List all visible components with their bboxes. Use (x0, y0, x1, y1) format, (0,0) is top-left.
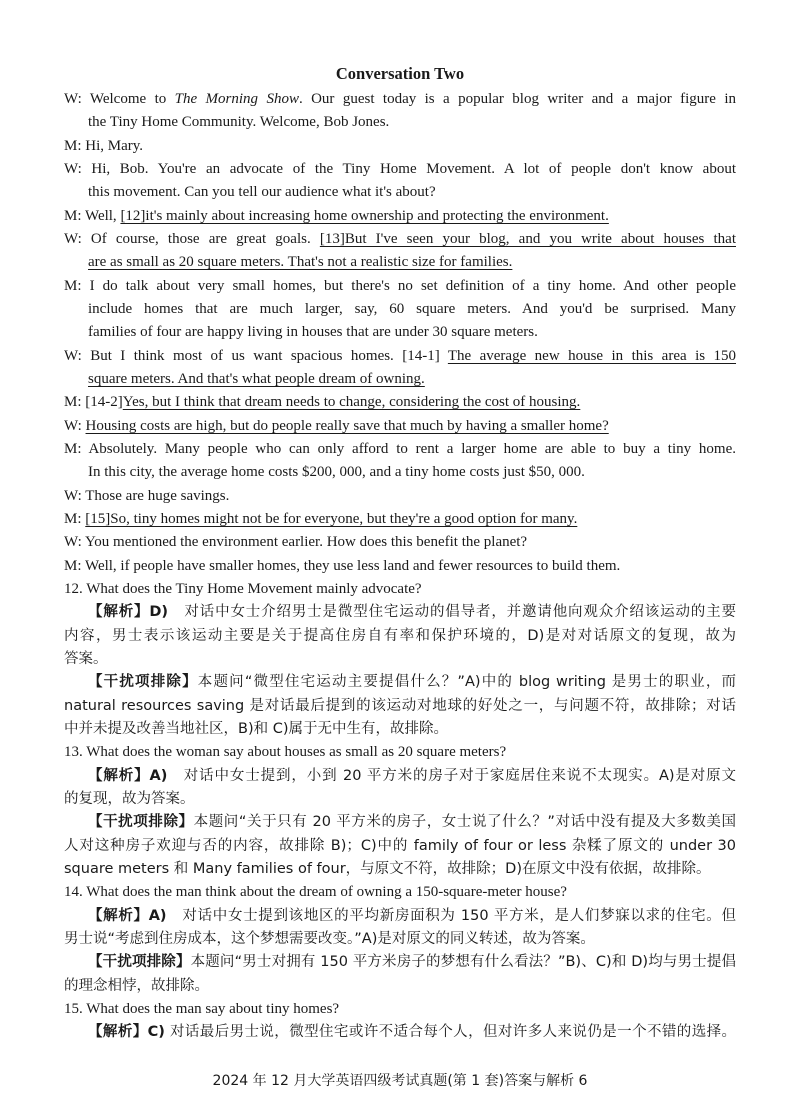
transcript-line: include homes that are much larger, say, 60 square meters. And you'd be surprised. Many (88, 301, 736, 317)
key-sentence-12: [12]it's mainly about increasing home ownership and protecting the environment. (120, 208, 609, 224)
analysis-tag: 【解析】A) (88, 768, 168, 784)
key-sentence-14-1-cont: square meters. And that's what people dream of owning. (88, 371, 425, 387)
analysis-text: 对话中女士介绍男士是微型住宅运动的倡导者，并邀请他向观众介绍该运动的主要 (184, 604, 737, 620)
transcript-line (64, 416, 609, 436)
distractor-line (88, 952, 736, 972)
key-sentence-13: [13]But I've seen your blog, and you write about houses that (319, 231, 736, 247)
key-sentence-14-1: The average new house in this area is 150 (447, 348, 737, 364)
transcript-line: W: Those are huge savings. (64, 488, 230, 504)
distractor-line (88, 812, 736, 832)
speaker-text: W: (64, 418, 86, 434)
analysis-tag: 【解析】A) (88, 908, 167, 924)
distractor-text: 本题问“微型住宅运动主要提倡什么？”A)中的 blog writing 是男士的职业，而 (197, 674, 736, 690)
distractor-line (88, 672, 736, 692)
question-text: 14. What does the man think about the dream of owning a 150-square-meter house? (64, 884, 567, 900)
speaker-text: W: Of course, those are great goals. (64, 231, 320, 247)
analysis-line: 男士说“考虑到住房成本，这个梦想需要改变。”A)是对原文的同义转述，故为答案。 (64, 931, 595, 947)
question-text: 12. What does the Tiny Home Movement mainly advocate? (64, 581, 422, 597)
distractor-tag: 【干扰项排除】 (88, 674, 198, 690)
distractor-line: square meters 和 Many families of four，与原文不符，故排除；D)在原文中没有依据，故排除。 (64, 861, 711, 877)
analysis-line: 答案。 (64, 651, 108, 667)
key-sentence-14-2: Yes, but I think that dream needs to change, considering the cost of housing. (122, 394, 581, 410)
page-footer: 2024 年 12 月大学英语四级考试真题(第 1 套)答案与解析 6 (212, 1073, 588, 1089)
transcript-line: W: You mentioned the environment earlier. How does this benefit the planet? (64, 534, 528, 550)
analysis-text: 对话最后男士说，微型住宅或许不适合每个人，但对许多人来说仍是一个不错的选择。 (169, 1024, 737, 1040)
transcript-line: W: Hi, Bob. You're an advocate of the Tiny Home Movement. A lot of people don't know about (64, 161, 736, 177)
distractor-tag: 【干扰项排除】 (88, 954, 191, 970)
distractor-text: 本题问“男士对拥有 150 平方米房子的梦想有什么看法？”B)、C)和 D)均与男士提倡 (190, 954, 737, 970)
speaker-text: W: Welcome to (64, 91, 175, 107)
transcript-line (64, 89, 736, 109)
transcript-line (64, 509, 577, 529)
analysis-tag: 【解析】D) (88, 604, 169, 620)
analysis-line (88, 1022, 736, 1042)
speaker-text: . Our guest today is a popular blog writer and a major figure in (298, 91, 736, 107)
transcript-line (64, 392, 580, 412)
key-sentence-13-cont: are as small as 20 square meters. That's not a realistic size for families. (88, 254, 513, 270)
distractor-line: 的理念相悖，故排除。 (64, 978, 209, 994)
distractor-tag: 【干扰项排除】 (88, 814, 194, 830)
analysis-line (88, 906, 736, 926)
transcript-line: M: Hi, Mary. (64, 138, 144, 154)
speaker-text: M: (64, 511, 86, 527)
transcript-line: families of four are happy living in houses that are under 30 square meters. (88, 324, 538, 340)
transcript-line: M: Well, if people have smaller homes, they use less land and fewer resources to build them. (64, 558, 621, 574)
analysis-line: 内容，男士表示该运动主要是关于提高住房自有率和保护环境的，D)是对对话原文的复现，故为 (64, 628, 736, 644)
question-text: 13. What does the woman say about houses as small as 20 square meters? (64, 744, 507, 760)
analysis-line (88, 602, 736, 622)
section-title: Conversation Two (335, 64, 465, 83)
transcript-line (88, 369, 425, 389)
distractor-line: 人对这种房子欢迎与否的内容，故排除 B)；C)中的 family of four or less 杂糅了原文的 under 30 (64, 838, 736, 854)
speaker-text: W: But I think most of us want spacious homes. [14-1] (64, 348, 448, 364)
underlined-sentence: Housing costs are high, but do people really save that much by having a smaller home? (85, 418, 609, 434)
transcript-line: In this city, the average home costs $200, 000, and a tiny home costs just $50, 000. (88, 464, 585, 480)
question-text: 15. What does the man say about tiny homes? (64, 1001, 340, 1017)
key-sentence-15: [15]So, tiny homes might not be for everyone, but they're a good option for many. (85, 511, 578, 527)
distractor-line: 中并未提及改善当地社区，B)和 C)属于无中生有，故排除。 (64, 721, 448, 737)
transcript-line: the Tiny Home Community. Welcome, Bob Jones. (88, 114, 390, 130)
transcript-line (64, 229, 736, 249)
transcript-line: M: Absolutely. Many people who can only afford to rent a larger home are able to buy a tiny home. (64, 441, 736, 457)
analysis-text: 对话中女士提到该地区的平均新房面积为 150 平方米，是人们梦寐以求的住宅。但 (182, 908, 736, 924)
analysis-line (88, 766, 736, 786)
transcript-line (64, 346, 736, 366)
show-title: The Morning Show (174, 91, 299, 107)
distractor-line: natural resources saving 是对话最后提到的该运动对地球的好处之一，与问题不符，故排除；对话 (64, 698, 736, 714)
speaker-text: M: Well, (64, 208, 121, 224)
analysis-tag: 【解析】C) (88, 1024, 165, 1040)
speaker-text: M: [14-2] (64, 394, 123, 410)
distractor-text: 本题问“关于只有 20 平方米的房子，女士说了什么？”对话中没有提及大多数美国 (193, 814, 736, 830)
transcript-line (88, 252, 512, 272)
analysis-text: 对话中女士提到，小到 20 平方米的房子对于家庭居住来说不太现实。A)是对原文 (183, 768, 737, 784)
transcript-line (64, 206, 609, 226)
transcript-line: M: I do talk about very small homes, but there's no set definition of a tiny home. And other people (64, 278, 736, 294)
analysis-line: 的复现，故为答案。 (64, 791, 195, 807)
transcript-line: this movement. Can you tell our audience what it's about? (88, 184, 436, 200)
